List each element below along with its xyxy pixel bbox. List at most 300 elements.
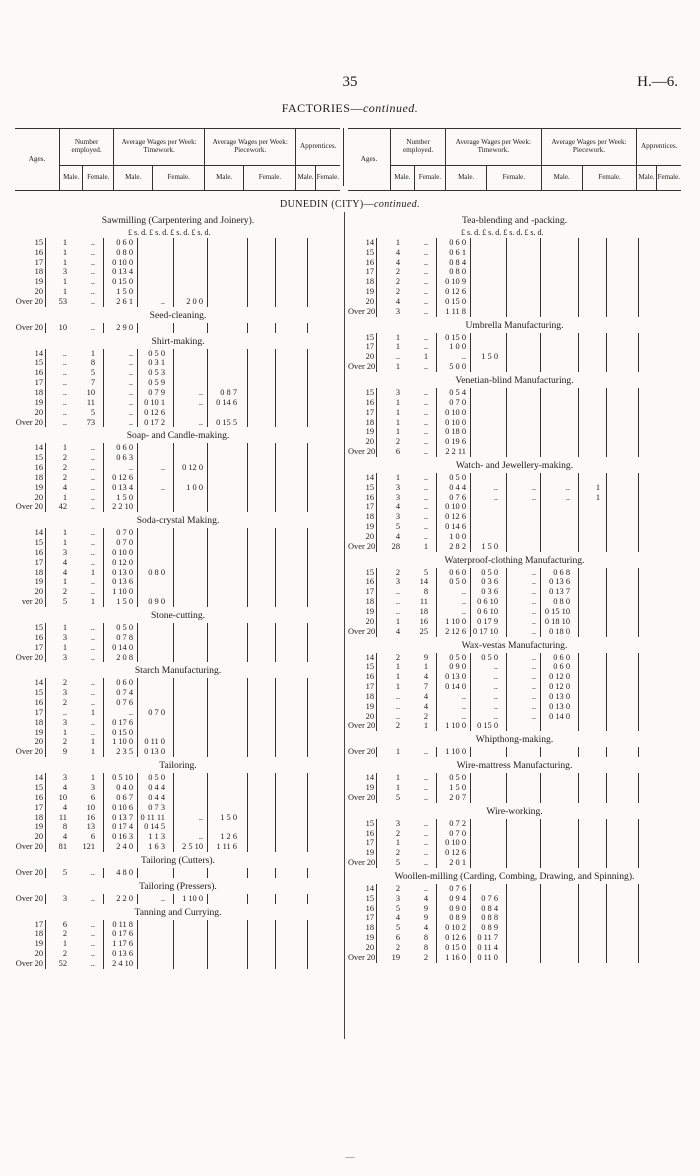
cell-male-employed: 2 (62, 949, 67, 959)
column-rule (307, 920, 308, 930)
currency-units-row: £ s. d. £ s. d. £ s. d. £ s. d. (461, 228, 544, 237)
industry-title: Woollen-milling (Carding, Combing, Drawing, and Spinning). (394, 870, 635, 882)
cell-male-employed: 1 (395, 782, 400, 792)
cell-male-timework: 0 17 6 (112, 717, 133, 727)
cell-age: 20 (365, 711, 374, 721)
column-rule (578, 627, 579, 637)
column-rule (470, 747, 471, 757)
column-rule (275, 287, 276, 297)
column-rule (307, 388, 308, 398)
column-rule (578, 277, 579, 287)
column-rule (307, 678, 308, 688)
cell-male-employed: 1 (395, 417, 400, 427)
column-rule (606, 904, 607, 914)
cell-male-timework: 0 12 0 (112, 557, 133, 567)
cell-male-piecework: 1 10 0 (182, 893, 203, 903)
column-rule (606, 473, 607, 483)
cell-male-employed: .. (395, 607, 400, 616)
column-rule (606, 923, 607, 933)
column-rule (247, 678, 248, 688)
column-rule (247, 813, 248, 823)
table-row (15, 368, 341, 378)
cell-age: 20 (365, 531, 374, 541)
cell-age: 18 (365, 417, 374, 427)
cell-female-employed: .. (90, 642, 95, 652)
column-rule (207, 453, 208, 463)
column-rule (606, 333, 607, 343)
column-rule (470, 287, 471, 297)
column-rule (470, 884, 471, 894)
column-rule (506, 277, 507, 287)
cell-male-timework: 2 2 11 (445, 447, 466, 457)
column-rule (638, 568, 639, 578)
column-rule (606, 848, 607, 858)
column-rule (173, 577, 174, 587)
cell-age: 16 (365, 903, 374, 913)
column-rule (173, 248, 174, 258)
cell-male-employed: 2 (62, 472, 67, 482)
column-rule (638, 522, 639, 532)
cell-male-timework: .. (461, 352, 466, 362)
column-rule (506, 793, 507, 803)
column-rule (638, 819, 639, 829)
cell-age: 14 (365, 652, 374, 662)
cell-age: 17 (365, 587, 374, 597)
cell-female-employed: .. (423, 512, 428, 522)
column-rule (506, 352, 507, 362)
cell-age: 16 (34, 698, 43, 708)
cell-male-piecework: .. (531, 482, 536, 492)
header-male: Male. (114, 166, 153, 191)
cell-female-timework: 0 6 10 (477, 607, 498, 616)
cell-male-employed: 1 (62, 257, 67, 267)
column-rule (275, 813, 276, 823)
cell-female-employed: .. (90, 557, 95, 567)
cell-female-employed: .. (423, 447, 428, 457)
column-rule (207, 929, 208, 939)
cell-male-employed: 3 (395, 482, 400, 492)
cell-age: 17 (365, 267, 374, 277)
cell-age: 20 (34, 949, 43, 959)
column-rule (578, 943, 579, 953)
cell-female-employed: 1 (423, 352, 428, 362)
table-row (348, 502, 681, 512)
cell-age: 20 (365, 616, 374, 626)
column-rule (638, 297, 639, 307)
table-row (348, 721, 681, 731)
cell-age: 20 (34, 737, 43, 747)
column-rule (470, 437, 471, 447)
column-rule (470, 522, 471, 532)
column-rule (638, 682, 639, 692)
cell-male-employed: 3 (62, 688, 67, 698)
cell-female-timework: 0 15 0 (477, 721, 498, 731)
cell-age: Over 20 (15, 893, 43, 903)
column-rule (606, 953, 607, 963)
industry-title: Wire-working. (486, 805, 543, 817)
cell-female-timework: 1 6 3 (148, 842, 165, 852)
cell-age: 18 (365, 597, 374, 607)
column-rule (307, 803, 308, 813)
cell-male-employed: 1 (395, 747, 400, 757)
cell-male-employed: 2 (395, 437, 400, 447)
column-rule (606, 307, 607, 317)
column-rule (606, 352, 607, 362)
column-rule (173, 698, 174, 708)
table-row (348, 398, 681, 408)
cell-female-employed: .. (423, 858, 428, 868)
column-rule (307, 939, 308, 949)
column-rule (506, 884, 507, 894)
table-header-right (348, 128, 681, 191)
cell-female-timework: .. (493, 682, 498, 692)
table-row (348, 408, 681, 418)
cell-female-timework: 0 13 0 (144, 747, 165, 757)
table-row (348, 692, 681, 702)
column-rule (470, 427, 471, 437)
column-rule (540, 362, 541, 372)
cell-age: Over 20 (348, 721, 376, 731)
column-rule (207, 708, 208, 718)
column-rule (606, 522, 607, 532)
cell-male-employed: 1 (395, 397, 400, 407)
cell-male-timework: 2 0 8 (116, 652, 133, 662)
column-rule (506, 522, 507, 532)
column-rule (606, 783, 607, 793)
cell-female-employed: .. (423, 237, 428, 247)
cell-female-employed: 4 (423, 691, 428, 701)
cell-male-timework: 1 5 0 (116, 287, 133, 297)
cell-male-piecework: .. (531, 626, 536, 636)
table-row (15, 297, 341, 307)
column-rule (578, 894, 579, 904)
cell-male-piecework: 0 12 0 (182, 463, 203, 473)
header-avg-timework: Average Wages per Week: Timework. (114, 129, 205, 166)
cell-age: 16 (365, 257, 374, 267)
cell-female-piecework: 0 13 7 (549, 587, 570, 597)
column-rule (470, 333, 471, 343)
column-rule (207, 783, 208, 793)
column-rule (578, 307, 579, 317)
cell-male-piecework: .. (531, 701, 536, 711)
cell-male-employed: 5 (395, 792, 400, 802)
industry-title: Shirt-making. (151, 335, 205, 347)
column-rule (638, 238, 639, 248)
cell-female-piecework: .. (565, 482, 570, 492)
column-rule (275, 258, 276, 268)
cell-female-timework: 0 4 4 (148, 792, 165, 802)
column-rule (578, 532, 579, 542)
column-rule (137, 949, 138, 959)
column-rule (247, 463, 248, 473)
column-rule (247, 698, 248, 708)
column-rule (307, 623, 308, 633)
cell-female-timework: 0 11 11 (140, 812, 165, 822)
column-rule (247, 358, 248, 368)
table-row (348, 483, 681, 493)
column-rule (207, 894, 208, 904)
column-rule (275, 538, 276, 548)
column-rule (207, 568, 208, 578)
cell-male-employed: 1 (395, 362, 400, 372)
cell-male-piecework: .. (531, 682, 536, 692)
cell-male-employed: 1 (395, 332, 400, 342)
cell-male-employed: 1 (62, 528, 67, 538)
column-rule (275, 587, 276, 597)
cell-male-timework: .. (128, 463, 133, 473)
header-ages: Ages. (15, 129, 60, 191)
cell-female-employed: .. (90, 577, 95, 587)
cell-male-timework: 0 8 0 (116, 247, 133, 257)
cell-male-employed: 81 (58, 842, 67, 852)
column-rule (606, 408, 607, 418)
column-rule (173, 538, 174, 548)
cell-male-timework: 2 4 0 (116, 842, 133, 852)
cell-female-piecework: 0 6 8 (553, 567, 570, 577)
table-row (15, 443, 341, 453)
cell-female-timework: .. (493, 672, 498, 682)
column-rule (275, 408, 276, 418)
column-rule (247, 623, 248, 633)
column-rule (307, 378, 308, 388)
column-rule (470, 362, 471, 372)
column-rule (275, 388, 276, 398)
column-rule (173, 493, 174, 503)
cell-male-timework: 0 12 6 (445, 933, 466, 943)
column-rule (207, 258, 208, 268)
column-rule (578, 568, 579, 578)
cell-age: 18 (34, 387, 43, 397)
cell-female-timework: 0 5 0 (481, 567, 498, 577)
cell-age: 19 (34, 822, 43, 832)
column-rule (137, 920, 138, 930)
cell-male-employed: 2 (395, 828, 400, 838)
column-rule (247, 388, 248, 398)
cell-male-employed: 28 (391, 541, 400, 551)
column-rule (275, 783, 276, 793)
cell-age: 16 (34, 463, 43, 473)
cell-male-timework: 0 5 0 (116, 623, 133, 632)
column-rule (638, 418, 639, 428)
cell-age: 18 (34, 812, 43, 822)
cell-female-employed: .. (90, 949, 95, 959)
column-rule (540, 542, 541, 552)
column-rule (247, 894, 248, 904)
column-rule (275, 358, 276, 368)
cell-female-timework: 0 8 0 (148, 567, 165, 577)
cell-age: Over 20 (15, 652, 43, 662)
cell-female-timework: 0 17 10 (472, 626, 498, 636)
industry-section (15, 907, 341, 969)
cell-male-timework: .. (128, 707, 133, 717)
column-rule (173, 277, 174, 287)
cell-male-timework: 0 10 0 (445, 407, 466, 417)
table-row (348, 672, 681, 682)
column-rule (606, 858, 607, 868)
cell-female-timework: 0 8 8 (481, 913, 498, 923)
cell-female-employed: .. (90, 587, 95, 597)
column-rule (247, 688, 248, 698)
cell-female-employed: .. (90, 867, 95, 877)
header-male: Male. (296, 166, 315, 191)
table-row (348, 848, 681, 858)
column-rule (247, 493, 248, 503)
column-rule (173, 868, 174, 878)
cell-male-timework: 0 13 0 (112, 567, 133, 577)
cell-female-employed: .. (423, 482, 428, 492)
cell-male-timework: 0 12 6 (445, 848, 466, 858)
industry-section (15, 881, 341, 904)
cell-female-timework: 0 11 7 (477, 933, 498, 943)
industry-title: Whipthong-making. (475, 734, 554, 746)
cell-female-employed: .. (423, 277, 428, 287)
cell-female-piecework: 0 8 7 (220, 387, 237, 397)
column-rule (173, 653, 174, 663)
cell-age: Over 20 (348, 626, 376, 636)
column-rule (173, 920, 174, 930)
column-rule (307, 832, 308, 842)
column-rule (137, 643, 138, 653)
column-rule (247, 783, 248, 793)
column-rule (578, 662, 579, 672)
table-row (15, 358, 341, 368)
cell-female-employed: 11 (86, 397, 95, 407)
column-rule (540, 352, 541, 362)
column-rule (578, 493, 579, 503)
cell-male-employed: 1 (395, 342, 400, 352)
column-rule (173, 643, 174, 653)
cell-female-employed: .. (423, 472, 428, 482)
column-rule (207, 623, 208, 633)
column-rule (638, 532, 639, 542)
column-rule (307, 297, 308, 307)
table-row (348, 858, 681, 868)
column-rule (578, 913, 579, 923)
column-rule (173, 959, 174, 969)
column-rule (307, 587, 308, 597)
cell-female-employed: 16 (419, 616, 428, 626)
column-rule (506, 943, 507, 953)
cell-female-timework: .. (493, 662, 498, 672)
cell-male-employed: 4 (395, 247, 400, 257)
cell-male-employed: 1 (62, 727, 67, 737)
column-rule (247, 568, 248, 578)
column-rule (207, 773, 208, 783)
cell-age: 14 (365, 773, 374, 783)
cell-female-employed: .. (90, 929, 95, 939)
table-row (15, 398, 341, 408)
header-number-employed: Number employed. (391, 129, 446, 166)
cell-male-piecework: .. (531, 577, 536, 587)
column-rule (470, 398, 471, 408)
industry-title: Tanning and Currying. (134, 906, 222, 918)
column-rule (638, 502, 639, 512)
column-rule (506, 333, 507, 343)
column-rule (207, 238, 208, 248)
cell-male-employed: .. (62, 368, 67, 378)
column-rule (470, 502, 471, 512)
cell-male-timework: 2 8 2 (449, 541, 466, 551)
cell-male-employed: 1 (62, 277, 67, 287)
table-row (15, 813, 341, 823)
cell-female-employed: .. (90, 277, 95, 287)
cell-female-piecework: 1 5 0 (220, 812, 237, 822)
column-rule (638, 258, 639, 268)
cell-age: 19 (365, 522, 374, 532)
cell-male-timework: 0 14 6 (445, 522, 466, 532)
cell-female-employed: 16 (86, 812, 95, 822)
industry-section (348, 640, 681, 732)
column-rule (638, 493, 639, 503)
cell-male-piecework: .. (198, 387, 203, 397)
column-rule (137, 959, 138, 969)
cell-male-timework: 0 18 0 (445, 427, 466, 437)
cell-male-employed: 2 (62, 453, 67, 463)
column-rule (207, 949, 208, 959)
cell-female-employed: .. (90, 688, 95, 698)
cell-male-employed: 2 (395, 277, 400, 287)
column-rule (173, 587, 174, 597)
column-rule (540, 398, 541, 408)
cell-male-timework: 0 8 0 (449, 267, 466, 277)
cell-age: 17 (34, 919, 43, 929)
column-rule (606, 512, 607, 522)
cell-female-employed: .. (423, 417, 428, 427)
column-rule (638, 388, 639, 398)
column-rule (578, 512, 579, 522)
column-rule (638, 783, 639, 793)
industry-section (348, 320, 681, 372)
industry-section (15, 515, 341, 607)
column-rule (207, 633, 208, 643)
column-rule (207, 747, 208, 757)
column-rule (207, 558, 208, 568)
column-rule (540, 512, 541, 522)
cell-male-timework: .. (461, 587, 466, 597)
cell-age: 20 (34, 287, 43, 297)
column-rule (638, 913, 639, 923)
cell-age: 17 (34, 707, 43, 717)
cell-female-employed: .. (90, 463, 95, 473)
cell-male-timework: 1 10 0 (445, 616, 466, 626)
cell-male-employed: 3 (62, 632, 67, 642)
cell-age: 17 (34, 642, 43, 652)
column-rule (207, 822, 208, 832)
table-row (15, 548, 341, 558)
table-row (348, 884, 681, 894)
column-rule (606, 418, 607, 428)
column-rule (275, 920, 276, 930)
column-rule (207, 528, 208, 538)
column-rule (137, 248, 138, 258)
column-rule (207, 538, 208, 548)
cell-age: 16 (365, 397, 374, 407)
cell-male-piecework: .. (531, 662, 536, 672)
cell-male-employed: 6 (395, 447, 400, 457)
cell-male-timework: 0 7 6 (449, 883, 466, 893)
column-rule (606, 587, 607, 597)
cell-male-timework: 0 13 7 (112, 812, 133, 822)
column-rule (275, 842, 276, 852)
column-rule (137, 443, 138, 453)
column-rule (540, 388, 541, 398)
cell-male-timework: .. (461, 597, 466, 607)
cell-male-timework: 0 12 6 (445, 512, 466, 522)
column-rule (275, 678, 276, 688)
column-rule (578, 607, 579, 617)
column-rule (506, 773, 507, 783)
table-row (15, 793, 341, 803)
